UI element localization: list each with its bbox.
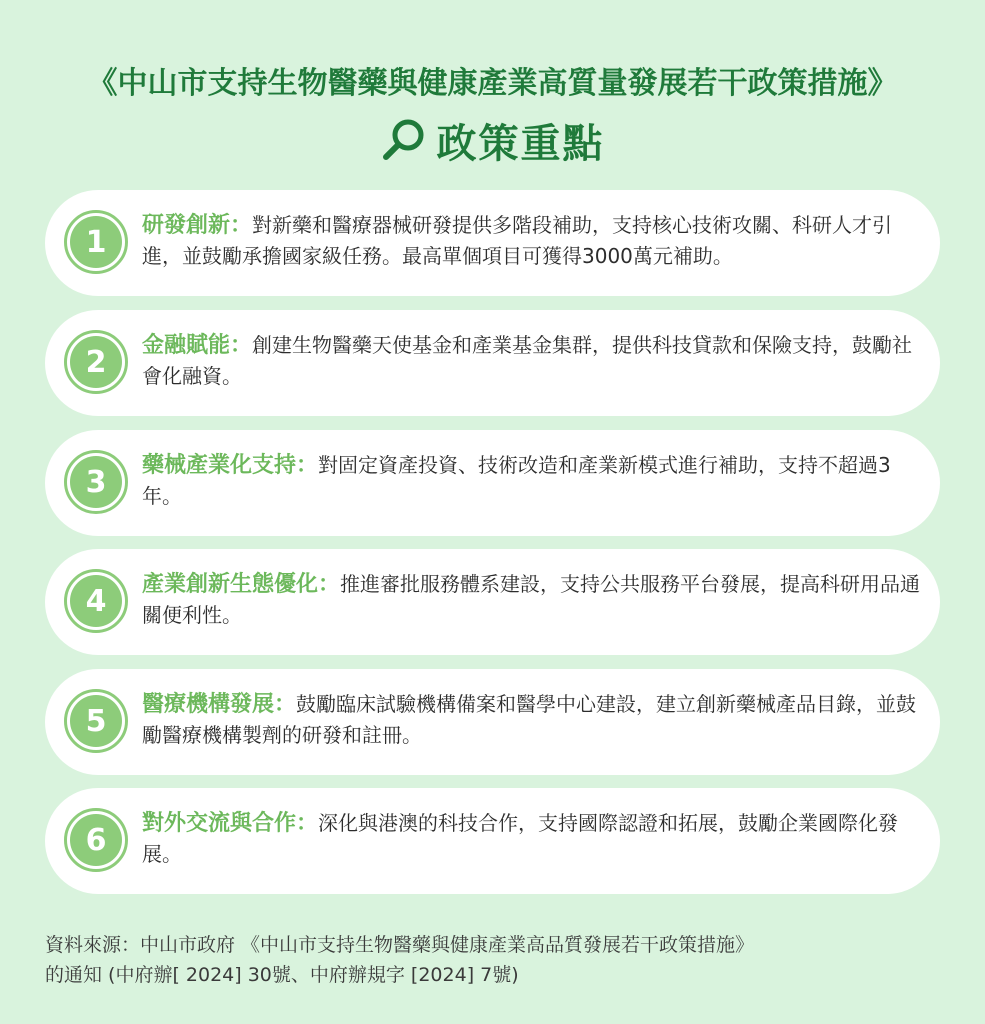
card-description: 深化與港澳的科技合作，支持國際認證和拓展，鼓勵企業國際化發展。 <box>142 811 899 866</box>
policy-card-1 <box>45 190 940 296</box>
card-text <box>142 450 922 511</box>
number-badge: 6 <box>64 808 128 872</box>
number-badge: 2 <box>64 330 128 394</box>
source-note <box>45 930 945 990</box>
subtitle-row <box>0 112 985 169</box>
card-title: 研發創新： <box>142 213 253 238</box>
card-title: 產業創新生態優化： <box>142 572 341 597</box>
card-title: 金融賦能： <box>142 333 253 358</box>
policy-card-3 <box>45 430 940 536</box>
subtitle: 政策重點 <box>436 121 605 167</box>
card-description: 鼓勵臨床試驗機構備案和醫學中心建設，建立創新藥械產品目錄，並鼓勵醫療機構製劑的研發和註冊。 <box>142 692 917 747</box>
card-description: 對固定資產投資、技術改造和產業新模式進行補助，支持不超過3年。 <box>142 453 891 508</box>
source-line-1: 資料來源：中山市政府 《中山市支持生物醫藥與健康產業高品質發展若干政策措施》 <box>45 934 755 956</box>
card-text <box>142 210 922 271</box>
policy-card-6 <box>45 788 940 894</box>
card-text <box>142 808 922 869</box>
card-description: 對新藥和醫療器械研發提供多階段補助，支持核心技術攻關、科研人才引進，並鼓勵承擔國家級任務。最高單個項目可獲得3000萬元補助。 <box>142 213 893 268</box>
number-badge: 5 <box>64 689 128 753</box>
card-description: 推進審批服務體系建設，支持公共服務平台發展，提高科研用品通關便利性。 <box>142 572 921 627</box>
card-title: 對外交流與合作： <box>142 811 319 836</box>
policy-card-4 <box>45 549 940 655</box>
page-title: 《中山市支持生物醫藥與健康產業高質量發展若干政策措施》 <box>87 66 898 101</box>
card-text <box>142 569 922 630</box>
card-title: 藥械產業化支持： <box>142 453 319 478</box>
number-badge: 3 <box>64 450 128 514</box>
card-text <box>142 330 922 391</box>
card-text <box>142 689 922 750</box>
source-line-2: 的通知 (中府辦[ 2024] 30號、中府辦規字 [2024] 7號) <box>45 964 519 986</box>
card-description: 創建生物醫藥天使基金和產業基金集群，提供科技貸款和保險支持，鼓勵社會化融資。 <box>142 333 913 388</box>
number-badge: 4 <box>64 569 128 633</box>
magnifier-icon <box>381 116 427 166</box>
number-badge: 1 <box>64 210 128 274</box>
policy-card-5 <box>45 669 940 775</box>
policy-card-2 <box>45 310 940 416</box>
card-title: 醫療機構發展： <box>142 692 297 717</box>
